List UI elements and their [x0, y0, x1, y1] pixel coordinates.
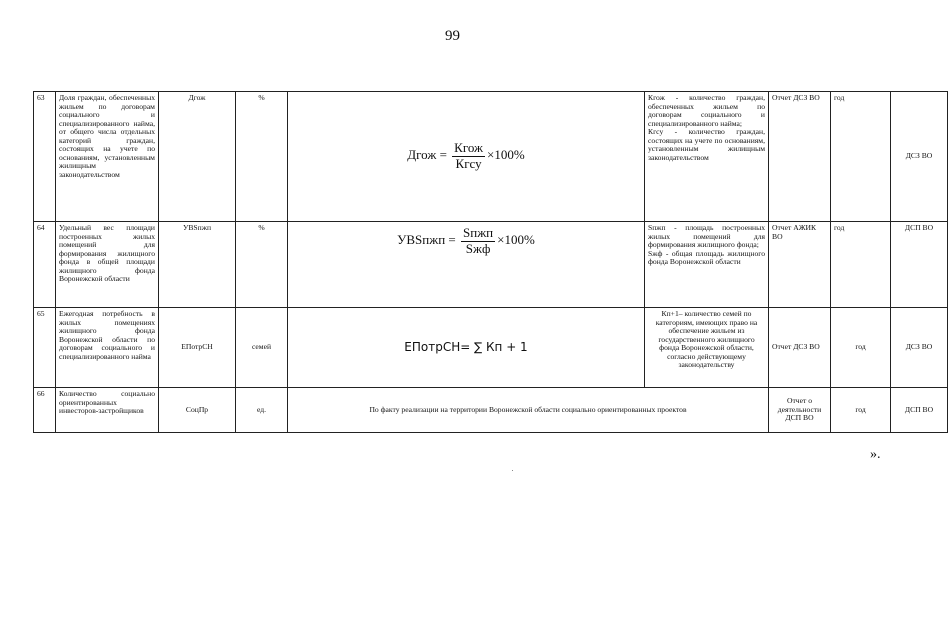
description-line: Sпжп - площадь построенных жилых помещений для формирования жилищного фонда; [648, 223, 765, 249]
scan-speck [512, 470, 513, 471]
row-number: 63 [34, 92, 56, 222]
description-cell [645, 92, 769, 222]
description-cell [645, 222, 769, 308]
formula-numerator: Кгож [454, 140, 484, 156]
row-number: 66 [34, 388, 56, 433]
description-line: Кп+1– количество семей по категориям, имеющих право на обеспечение жильем из государственного жилищного фонда Воронежской области, согласно действующему законодательству [655, 309, 758, 369]
formula-lhs: УВSпжп = [397, 232, 456, 248]
formula-fraction [461, 226, 495, 256]
indicator-abbr: Дгож [159, 92, 236, 222]
indicator-name: Количество социально ориентированных инвесторов-застройщиков [56, 388, 159, 433]
closing-quote: ». [870, 447, 881, 462]
table-row [34, 308, 948, 388]
formula [397, 225, 535, 256]
responsible: ДСП ВО [891, 388, 948, 433]
indicator-name: Доля граждан, обеспеченных жильем по договорам социального и специализированного найма, от общего числа отдельных категорий граждан, состоящих на учете по основаниям, установленным жилищным законодательством [56, 92, 159, 222]
description-line: Кгсу - количество граждан, состоящих на учете по основаниям, установленным жилищным законодательством [648, 127, 765, 162]
indicator-unit: ед. [236, 388, 288, 433]
formula-denominator: Sжф [465, 240, 491, 256]
description-line: Кгож - количество граждан, обеспеченных жильем по договорам социального и специализированного найма; [648, 93, 765, 128]
table-row [34, 388, 948, 433]
period: год [831, 388, 891, 433]
page-number: 99 [445, 28, 460, 44]
formula-lhs: Дгож = [407, 147, 447, 163]
data-source: Отчет о деятельности ДСП ВО [769, 388, 831, 433]
formula [407, 140, 525, 171]
responsible: ДСП ВО [891, 222, 948, 308]
table-row [34, 222, 948, 308]
formula-tail: ×100% [487, 147, 525, 163]
data-source: Отчет ДСЗ ВО [769, 92, 831, 222]
indicator-name: Ежегодная потребность в жилых помещениях жилищного фонда Воронежской области по договорам социального и специализированного найма [56, 308, 159, 388]
indicator-name: Удельный вес площади построенных жилых помещений для формирования жилищного фонда в общей площади жилищного фонда Воронежской области [56, 222, 159, 308]
data-source: Отчет АЖИК ВО [769, 222, 831, 308]
formula: ЕПотрСН= ∑ Кп + 1 [404, 339, 528, 354]
responsible: ДСЗ ВО [891, 308, 948, 388]
period: год [831, 92, 891, 222]
formula-cell [288, 222, 645, 308]
data-source: Отчет ДСЗ ВО [769, 308, 831, 388]
indicator-abbr: СоцПр [159, 388, 236, 433]
formula-cell [288, 308, 645, 388]
indicator-unit: семей [236, 308, 288, 388]
row-number: 64 [34, 222, 56, 308]
row-number: 65 [34, 308, 56, 388]
period: год [831, 222, 891, 308]
formula-denominator: Кгсу [455, 156, 482, 171]
responsible: ДСЗ ВО [891, 92, 948, 222]
table-row [34, 92, 948, 222]
period: год [831, 308, 891, 388]
indicator-abbr: ЕПотрСН [159, 308, 236, 388]
formula-numerator: Sпжп [463, 225, 494, 240]
indicator-abbr: УВSпжп [159, 222, 236, 308]
formula-fraction [452, 141, 485, 171]
merged-description: По факту реализации на территории Воронежской области социально ориентированных проектов [288, 388, 769, 433]
indicator-unit: % [236, 222, 288, 308]
description-cell [645, 308, 769, 388]
formula-cell [288, 92, 645, 222]
indicator-unit: % [236, 92, 288, 222]
description-line: Sжф - общая площадь жилищного фонда Воронежской области [648, 248, 765, 266]
formula-tail: ×100% [497, 232, 535, 248]
indicators-table [33, 91, 948, 433]
